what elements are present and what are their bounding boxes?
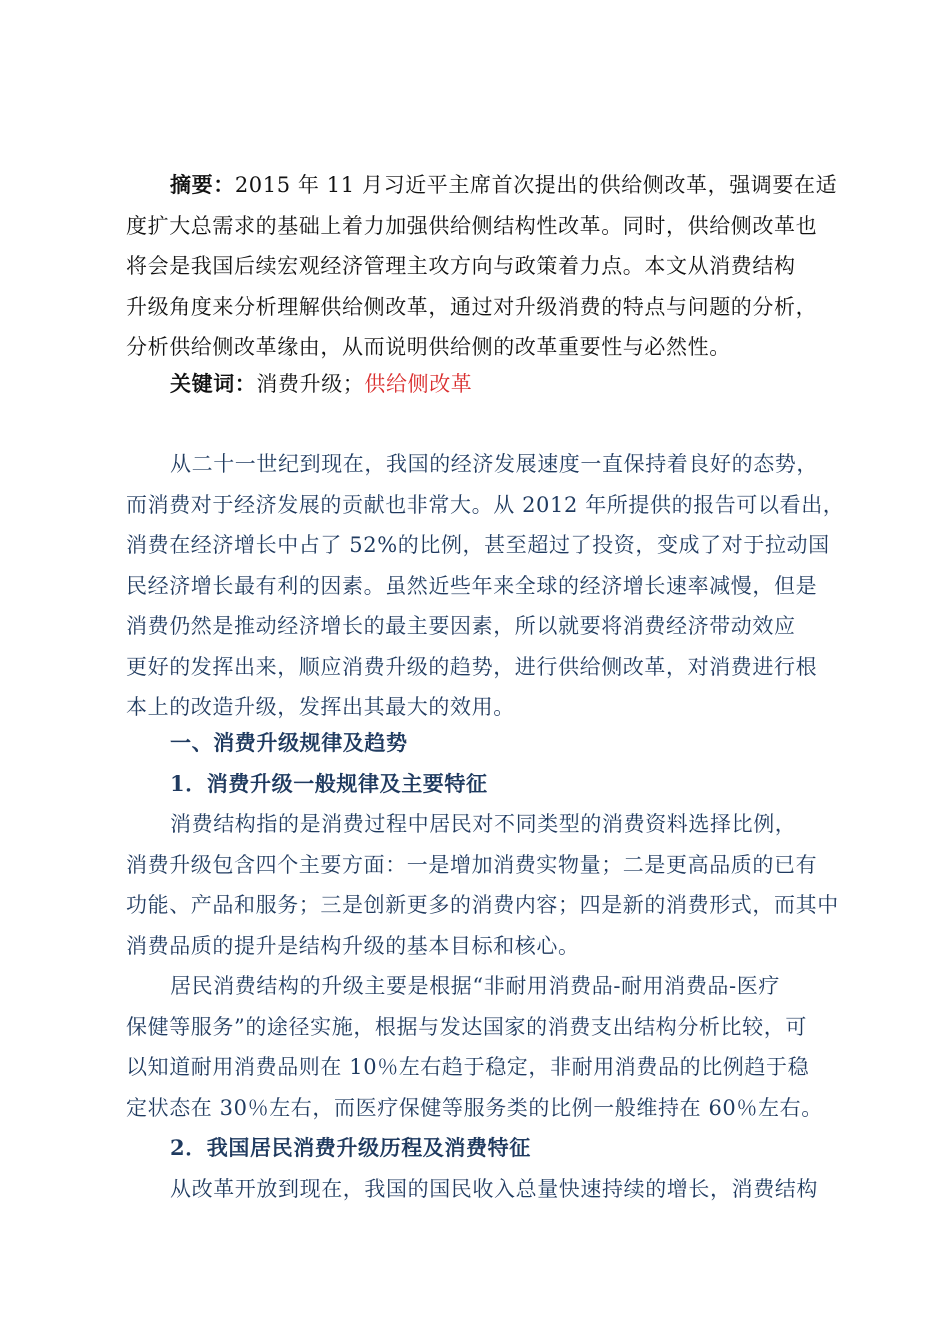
- abstract-line: 将会是我国后续宏观经济管理主攻方向与政策着力点。本文从消费结构: [126, 254, 796, 278]
- abstract-line: 度扩大总需求的基础上着力加强供给侧结构性改革。同时，供给侧改革也: [126, 213, 818, 238]
- keyword-item: 消费升级；: [256, 372, 365, 396]
- keywords-label: 关键词：: [170, 371, 257, 396]
- body-line: 定状态在 30％左右，而医疗保健等服务类的比例一般维持在 60％左右。: [126, 1095, 823, 1120]
- intro-line: 从二十一世纪到现在，我国的经济发展速度一直保持着良好的态势，: [170, 452, 818, 476]
- body-line: 功能、产品和服务；三是创新更多的消费内容；四是新的消费形式，而其中: [126, 893, 839, 917]
- body-line: 消费品质的提升是结构升级的基本目标和核心。: [126, 933, 580, 958]
- section-heading: 一、消费升级规律及趋势: [170, 730, 408, 755]
- abstract: [126, 165, 838, 368]
- subsection-1-paragraph-1: [126, 804, 839, 966]
- keywords-line: [126, 364, 826, 405]
- intro-line: 更好的发挥出来，顺应消费升级的趋势，进行供给侧改革，对消费进行根: [126, 654, 818, 679]
- intro-line: 而消费对于经济发展的贡献也非常大。从 2012 年所提供的报告可以看出，: [126, 492, 845, 517]
- intro-line: 本上的改造升级，发挥出其最大的效用。: [126, 695, 515, 719]
- body-line: 保健等服务”的途径实施，根据与发达国家的消费支出结构分析比较，可: [126, 1014, 807, 1039]
- intro-paragraph: [126, 444, 845, 728]
- abstract-line: 升级角度来分析理解供给侧改革，通过对升级消费的特点与问题的分析，: [126, 294, 818, 319]
- section-1: [126, 723, 839, 1209]
- keywords: [126, 364, 826, 405]
- intro-line: 消费在经济增长中占了 52%的比例，甚至超过了投资，变成了对于拉动国: [126, 533, 830, 557]
- intro-line: 民经济增长最有利的因素。虽然近些年来全球的经济增长速率减慢，但是: [126, 573, 818, 598]
- keyword-item-highlighted: 供给侧改革: [364, 372, 473, 396]
- body-line: 以知道耐用消费品则在 10％左右趋于稳定，非耐用消费品的比例趋于稳: [126, 1055, 810, 1079]
- body-line: 从改革开放到现在，我国的国民收入总量快速持续的增长，消费结构: [170, 1176, 818, 1201]
- body-line: 消费升级包含四个主要方面：一是增加消费实物量；二是更高品质的已有: [126, 852, 818, 877]
- abstract-line: 分析供给侧改革缘由，从而说明供给侧的改革重要性与必然性。: [126, 335, 731, 359]
- intro-line: 消费仍然是推动经济增长的最主要因素，所以就要将消费经济带动效应: [126, 614, 796, 638]
- subsection-2-paragraph-1: [126, 1169, 826, 1210]
- subsection-heading: 1．消费升级一般规律及主要特征: [170, 770, 488, 796]
- body-line: 居民消费结构的升级主要是根据“非耐用消费品-耐用消费品-医疗: [170, 974, 780, 998]
- subsection-1-paragraph-2: [126, 966, 826, 1128]
- abstract-line: 摘要：2015 年 11 月习近平主席首次提出的供给侧改革，强调要在适: [170, 172, 838, 197]
- abstract-label: 摘要：: [170, 172, 235, 197]
- body-line: 消费结构指的是消费过程中居民对不同类型的消费资料选择比例，: [170, 812, 797, 836]
- subsection-heading: 2．我国居民消费升级历程及消费特征: [170, 1135, 531, 1160]
